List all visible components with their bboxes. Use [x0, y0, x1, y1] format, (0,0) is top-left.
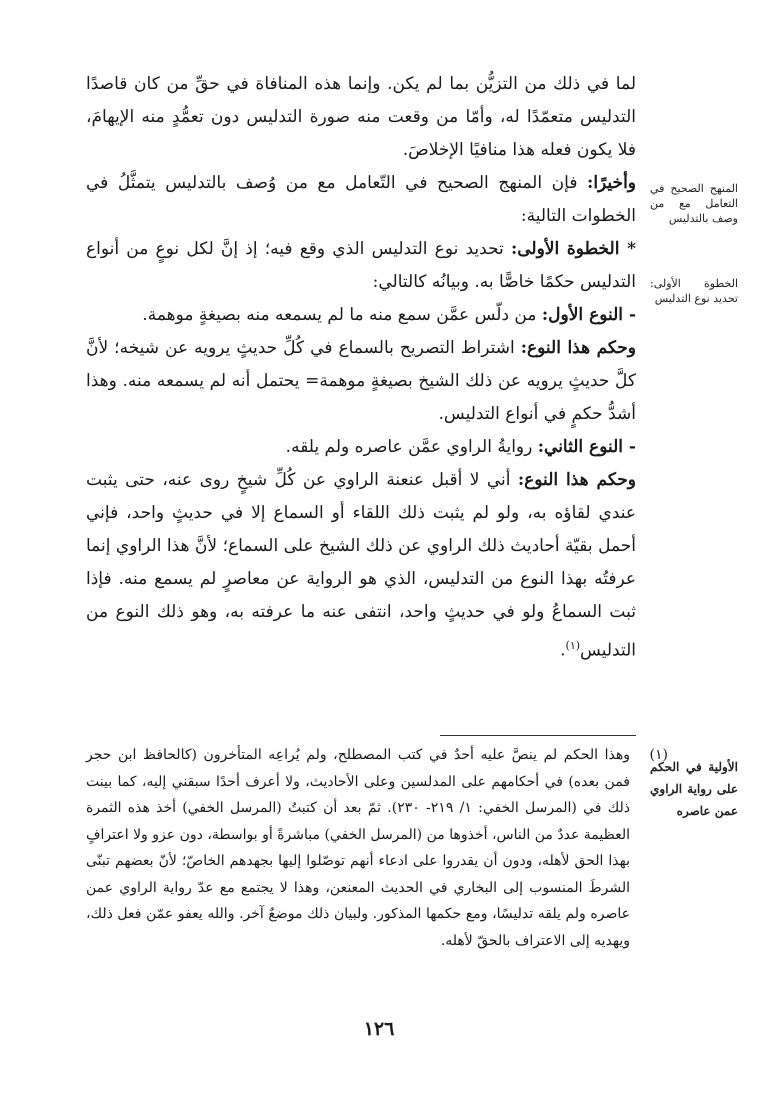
margin-note: المنهج الصحيح في التعامل مع من وصف بالتدليس — [650, 182, 738, 225]
paragraph-text: فإن المنهج الصحيح في التّعامل مع من وُصف بالتدليس يتمثَّلُ في الخطوات التالية: — [86, 173, 636, 226]
margin-note: الأولية في الحكم على رواية الراوي عمن عاصره — [650, 760, 738, 818]
paragraph-text: أني لا أقبل عنعنة الراوي عن كُلِّ شيخٍ روى عنه، حتى يثبت عندي لقاؤه به، ولو لم يثبت ذلك اللقاء أو السماع إلا في حديثٍ واحد، فإني أحمل بقيّة أحاديث ذلك الراوي عن ذلك الشيخ على السماع؛ لأنَّ هذا الراوي إنما عرفتُه بهذا النوع من التدليس، الذي هو الرواية عن معاصرٍ لم يسمع منه. فإذا ثبت السماعُ ولو في حديثٍ واحد، انتفى عنه ما عرفته به، وهو ذلك النوع من التدليس — [86, 470, 636, 661]
paragraph-heading: - النوع الأول: — [541, 305, 636, 325]
footnote-separator — [440, 735, 636, 736]
paragraph-heading: وأخيرًا: — [587, 173, 636, 193]
paragraph — [86, 167, 636, 233]
footnote — [86, 742, 668, 954]
page-number: ١٢٦ — [363, 1018, 395, 1040]
footnote-text: وهذا الحكم لم ينصَّ عليه أحدٌ في كتب المصطلح، ولم يُراعِه المتأخرون (كالحافظ ابن حجر فمن بعده) في أحكامهم على المدلسين وعلى الأحاديث، ولا أعرف أحدًا سبقني إليه، كما بينت ذلك في (المرسل الخفي: ١/ ٢١٩- ٢٣٠). ثمّ بعد أن كتبتُ (المرسل الخفي) أخذ هذه الثمرة العظيمة عددٌ من الناس، أخذوها من (المرسل الخفي) مباشرةً أو بواسطة، دون عزو ولا اعترافٍ بهذا الحق لأهله، ودون أن يقدروا على ادعاء أنهم توصّلوا إليها بجهدهم الخاصّ؛ لأنّ بعضهم تبنّى الشرطَ المنسوب إلى البخاري في الحديث المعنعن، وهذا لا يجتمع مع عدّ رواية الراوي عمن عاصره ولم يلقه تدليسًا، ومع حكمها المذكور. ولبيان ذلك موضعٌ آخر. والله يعفو عمّن فعل ذلك، ويهديه إلى الاعتراف بالحقّ لأهله. — [86, 747, 631, 949]
paragraph-heading: وحكم هذا النوع: — [520, 338, 636, 358]
footnote-number: (١) — [649, 747, 668, 763]
paragraph-heading: - النوع الثاني: — [537, 437, 636, 457]
paragraph-heading: وحكم هذا النوع: — [517, 470, 636, 490]
paragraph-text: تحديد نوع التدليس الذي وقع فيه؛ إذ إنَّ لكل نوعٍ من أنواع التدليس حكمًا خاصًّا به. وبيانُه كالتالي: — [86, 239, 636, 292]
paragraph — [86, 332, 636, 431]
footnote-reference[interactable]: (١) — [565, 639, 581, 652]
paragraph-heading: * الخطوة الأولى: — [510, 239, 636, 259]
paragraph — [86, 233, 636, 299]
paragraph: لما في ذلك من التزيُّن بما لم يكن. وإنما هذه المنافاة في حقِّ من كان قاصدًا التدليس متعمّدًا له، وأمّا من وقعت منه صورة التدليس دون تعمُّدٍ منه الإيهامَ، فلا يكون فعله هذا منافيًا الإخلاصَ. — [86, 74, 636, 160]
margin-note: الخطوة الأولى: تحديد نوع التدليس — [650, 277, 738, 305]
paragraph-text: من دلّس عمَّن سمع منه ما لم يسمعه منه بصيغةٍ موهمة. — [142, 305, 542, 325]
paragraph-text: روايةُ الراوي عمَّن عاصره ولم يلقه. — [285, 437, 538, 457]
paragraph-end: . — [560, 640, 566, 661]
paragraph-text: اشتراط التصريح بالسماع في كُلِّ حديثٍ يرويه عن شيخه؛ لأنَّ كلَّ حديثٍ يرويه عن ذلك الشيخ بصيغةٍ موهمة= يحتمل أنه لم يسمعه منه. وهذا أشدُّ حكمٍ في أنواع التدليس. — [86, 338, 636, 424]
paragraph — [86, 299, 636, 332]
main-text — [86, 68, 636, 668]
paragraph — [86, 431, 636, 464]
paragraph — [86, 464, 636, 668]
